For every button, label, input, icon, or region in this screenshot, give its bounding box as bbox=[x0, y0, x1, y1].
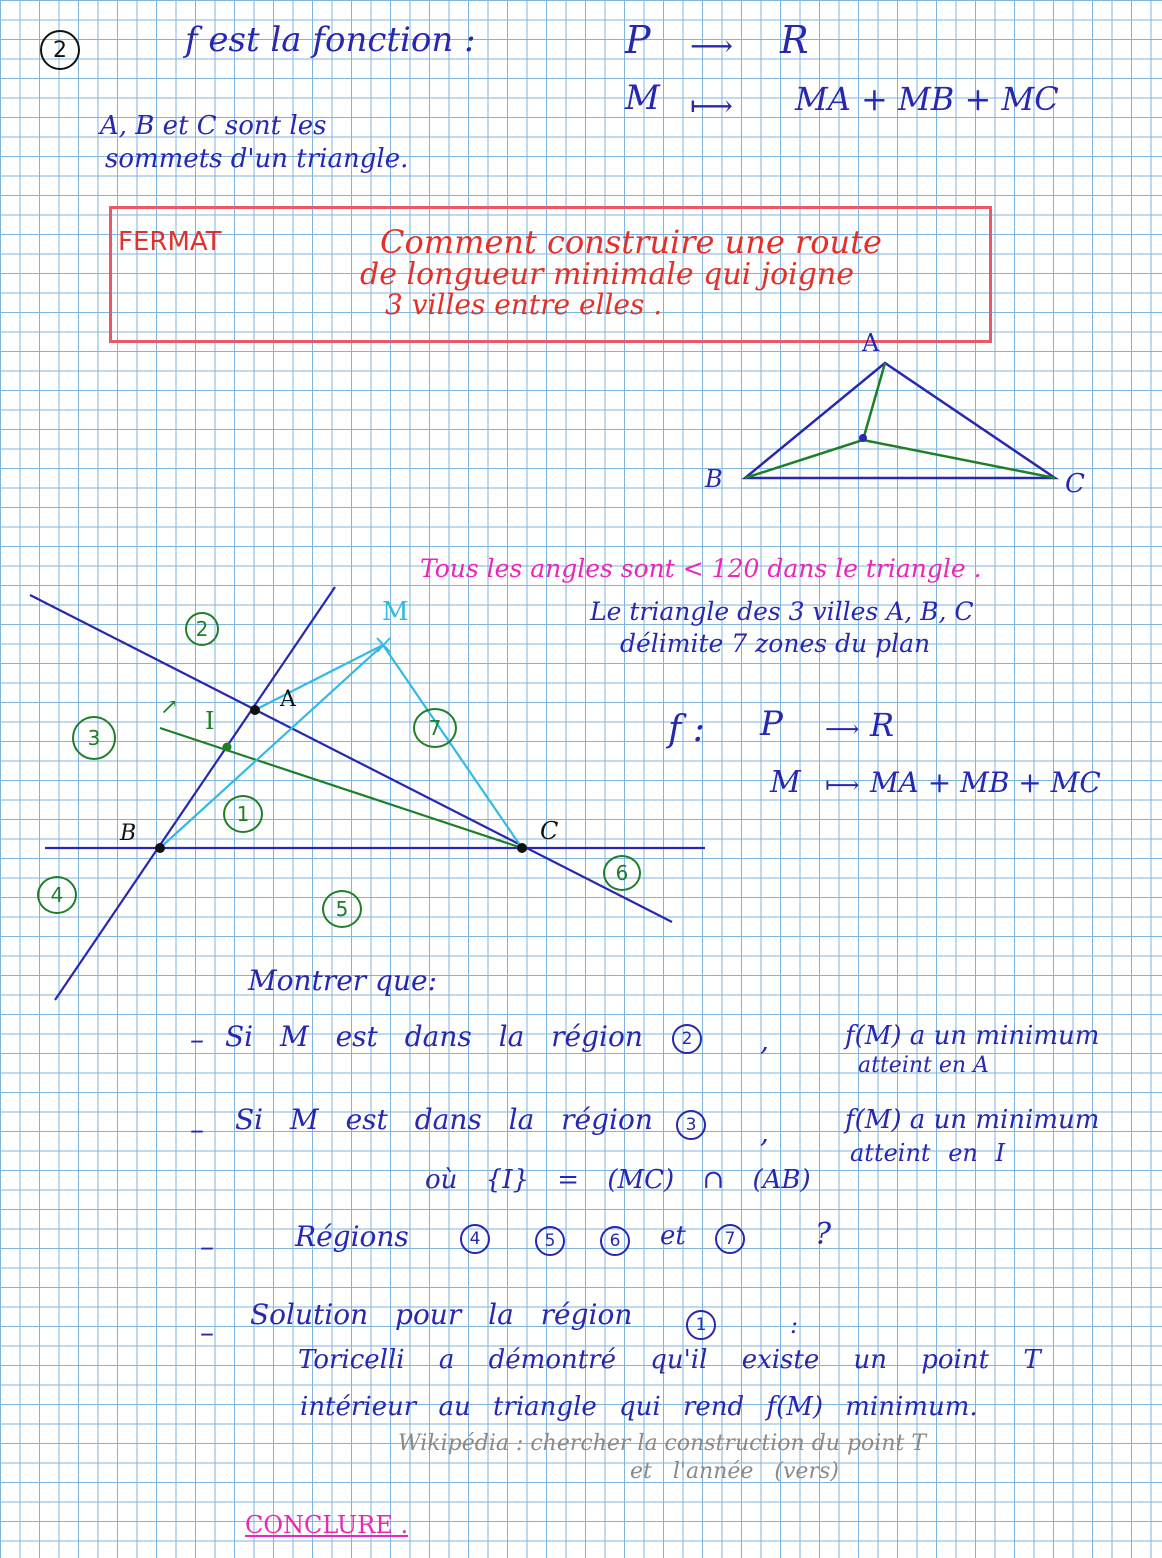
function-expression: MA + MB + MC bbox=[795, 80, 1059, 118]
small-triangle-label-b: B bbox=[705, 465, 723, 493]
task3-region4-marker bbox=[460, 1224, 490, 1254]
maps-arrow-1: ⟶ bbox=[690, 29, 734, 64]
task3-et: et bbox=[660, 1221, 686, 1251]
region-2-text: 2 bbox=[195, 617, 209, 641]
small-triangle-label-a: A bbox=[862, 329, 880, 357]
line-ac bbox=[30, 595, 672, 922]
codomain-set: R bbox=[780, 18, 809, 62]
task2-result-line1: f(M) a un minimum bbox=[845, 1105, 1100, 1135]
domain-set: P bbox=[625, 18, 651, 62]
task4-region-num: 1 bbox=[695, 1315, 707, 1335]
task3-region5-marker bbox=[535, 1226, 565, 1256]
region-3-marker bbox=[72, 716, 116, 760]
domain-set-2: P bbox=[760, 704, 783, 744]
fermat-question-line3: 3 villes entre elles . bbox=[385, 288, 663, 321]
zones-note-line2: délimite 7 zones du plan bbox=[620, 629, 931, 658]
segment-mb bbox=[160, 645, 383, 848]
region-6-marker bbox=[603, 855, 641, 891]
region-7-text: 7 bbox=[428, 716, 442, 740]
task2-region-num: 3 bbox=[685, 1115, 697, 1135]
task3-region6-marker bbox=[600, 1226, 630, 1256]
variable-m: M bbox=[625, 78, 660, 118]
maps-to-arrow-1: ⟼ bbox=[690, 89, 734, 124]
fermat-title: FERMAT bbox=[118, 227, 222, 257]
point-a bbox=[250, 705, 260, 715]
task3-question: ? bbox=[815, 1217, 832, 1252]
conclude-instruction: CONCLURE . bbox=[245, 1511, 409, 1539]
big-label-m: M bbox=[382, 597, 409, 627]
region-1-text: 1 bbox=[236, 802, 250, 826]
angles-note: Tous les angles sont < 120 dans le triangle . bbox=[420, 554, 982, 583]
task2-region-marker bbox=[676, 1110, 706, 1140]
line-mc-green bbox=[160, 728, 522, 848]
task1-region-marker bbox=[672, 1024, 702, 1054]
small-tick-mark: ↗ bbox=[160, 695, 179, 720]
region-7-marker bbox=[413, 708, 457, 748]
task2-where: où {I} = (MC) ∩ (AB) bbox=[425, 1165, 811, 1195]
task4-dash: – bbox=[200, 1316, 214, 1349]
task3-text: Régions bbox=[295, 1220, 409, 1253]
big-label-a: A bbox=[280, 687, 296, 712]
task1-result-line2: atteint en A bbox=[858, 1053, 989, 1078]
variable-m-2: M bbox=[770, 765, 801, 800]
task1-dash: – bbox=[190, 1023, 204, 1056]
maps-to-arrow-2: ⟼ bbox=[825, 771, 860, 799]
task4-colon: : bbox=[790, 1311, 799, 1339]
task1-text: Si M est dans la région bbox=[225, 1020, 643, 1053]
fermat-question-line1: Comment construire une route bbox=[380, 223, 882, 261]
big-figure-lines bbox=[30, 587, 705, 1000]
small-triangle-label-c: C bbox=[1065, 469, 1085, 499]
small-triangle bbox=[745, 363, 1055, 478]
zones-note-line1: Le triangle des 3 villes A, B, C bbox=[590, 597, 974, 626]
task3-region7-num: 7 bbox=[724, 1229, 736, 1249]
task1-region-num: 2 bbox=[681, 1029, 693, 1049]
function-expression-2: MA + MB + MC bbox=[870, 766, 1101, 799]
tasks-intro: Montrer que: bbox=[248, 964, 438, 997]
task2-text: Si M est dans la région bbox=[235, 1103, 653, 1136]
vertices-note-line1: A, B et C sont les bbox=[100, 111, 327, 141]
region-3-text: 3 bbox=[87, 726, 101, 750]
task2-dash: – bbox=[190, 1113, 204, 1146]
region-2-marker bbox=[185, 612, 219, 646]
task3-region6-num: 6 bbox=[609, 1231, 621, 1251]
big-label-i: I bbox=[205, 707, 215, 735]
vertices-note-line2: sommets d'un triangle. bbox=[105, 144, 409, 174]
task4-region-marker bbox=[686, 1310, 716, 1340]
wikipedia-line2: et l'année (vers) bbox=[630, 1459, 839, 1484]
wikipedia-line1: Wikipédia : chercher la construction du point T bbox=[398, 1431, 926, 1456]
task2-result-line2: atteint en I bbox=[850, 1139, 1005, 1167]
region-6-text: 6 bbox=[615, 861, 629, 885]
task1-comma: , bbox=[760, 1024, 769, 1057]
task3-region4-num: 4 bbox=[469, 1229, 481, 1249]
region-4-marker bbox=[37, 876, 77, 914]
region-1-marker bbox=[223, 795, 263, 833]
torricelli-line1: Toricelli a démontré qu'il existe un point T bbox=[298, 1345, 1041, 1375]
line-ab bbox=[55, 587, 335, 1000]
region-4-text: 4 bbox=[50, 883, 64, 907]
codomain-set-2: R bbox=[870, 706, 895, 744]
region-5-marker bbox=[322, 890, 362, 928]
task4-text: Solution pour la région bbox=[250, 1298, 633, 1331]
exercise-number-text: 2 bbox=[53, 37, 67, 63]
point-i bbox=[223, 743, 232, 752]
task1-result-line1: f(M) a un minimum bbox=[845, 1021, 1100, 1051]
point-c bbox=[517, 843, 527, 853]
point-b bbox=[155, 843, 165, 853]
function-definition: f est la fonction : bbox=[185, 20, 476, 60]
big-label-b: B bbox=[120, 821, 137, 846]
task3-dash: – bbox=[200, 1230, 214, 1263]
f-label-2: f : bbox=[668, 709, 705, 750]
maps-arrow-2: ⟶ bbox=[825, 715, 860, 743]
segment-mc bbox=[383, 645, 522, 848]
big-label-c: C bbox=[540, 817, 559, 845]
torricelli-line2: intérieur au triangle qui rend f(M) minimum. bbox=[300, 1392, 978, 1422]
task2-comma: , bbox=[760, 1116, 769, 1149]
fermat-question-line2: de longueur minimale qui joigne bbox=[360, 257, 855, 292]
task3-region5-num: 5 bbox=[544, 1231, 556, 1251]
task3-region7-marker bbox=[715, 1224, 745, 1254]
region-5-text: 5 bbox=[335, 897, 349, 921]
